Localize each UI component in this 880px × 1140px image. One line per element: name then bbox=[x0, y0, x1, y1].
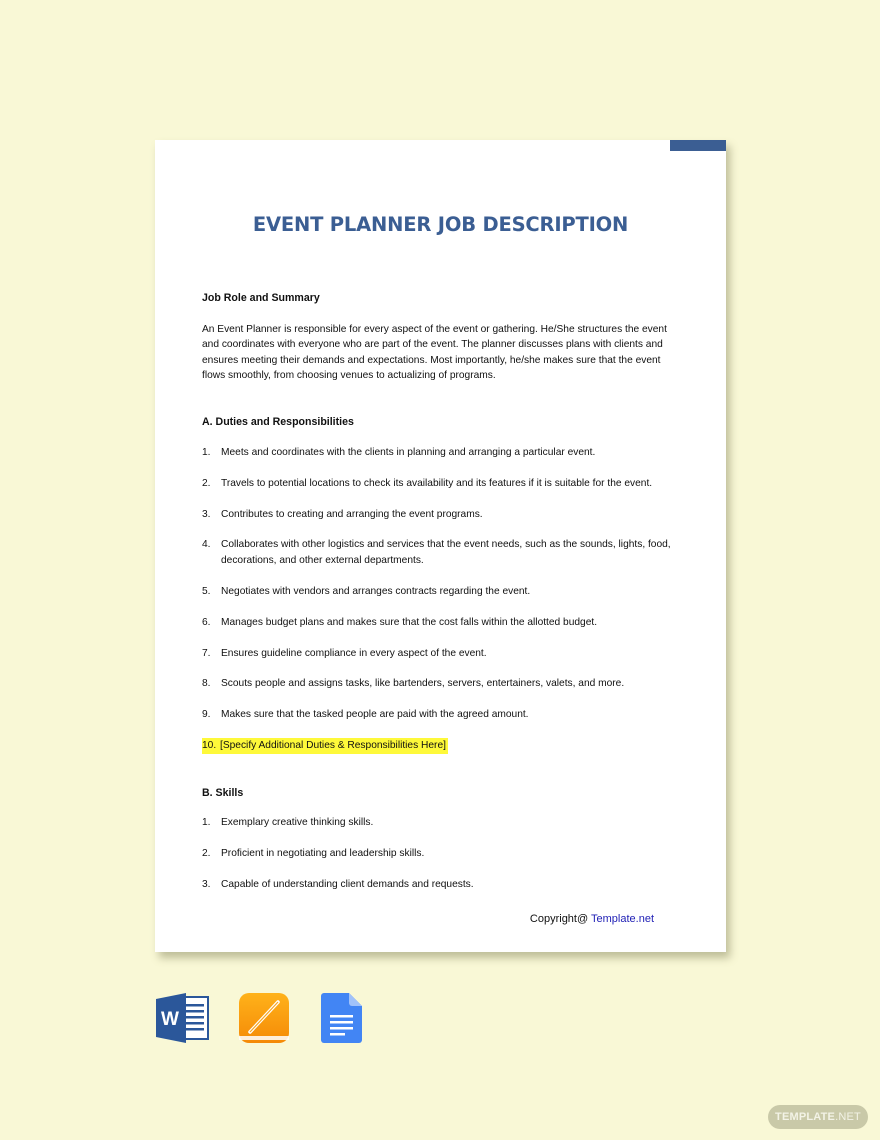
list-item bbox=[202, 846, 672, 861]
document-content bbox=[202, 291, 672, 892]
item-number: 2. bbox=[202, 477, 211, 489]
item-text: Scouts people and assigns tasks, like bartenders, servers, entertainers, valets, and more. bbox=[221, 678, 625, 690]
item-number: 2. bbox=[202, 848, 211, 860]
item-number: 1. bbox=[202, 446, 211, 458]
list-item bbox=[202, 445, 672, 460]
item-number: 3. bbox=[202, 508, 211, 520]
skills-list bbox=[202, 815, 672, 892]
item-number: 1. bbox=[202, 817, 211, 829]
format-icons bbox=[156, 993, 372, 1043]
svg-text:W: W bbox=[161, 1009, 179, 1030]
item-number: 6. bbox=[202, 616, 211, 628]
copyright-link[interactable]: Template.net bbox=[591, 913, 654, 925]
microsoft-word-icon[interactable] bbox=[156, 993, 208, 1043]
list-item bbox=[202, 507, 672, 522]
item-number: 7. bbox=[202, 647, 211, 659]
item-number: 10. bbox=[202, 740, 217, 752]
duties-heading: A. Duties and Responsibilities bbox=[202, 416, 354, 429]
item-text: Manages budget plans and makes sure that the cost falls within the allotted budget. bbox=[221, 616, 598, 628]
apple-pages-icon[interactable] bbox=[238, 993, 290, 1043]
highlighted-placeholder-item bbox=[202, 738, 672, 753]
list-item bbox=[202, 584, 672, 599]
list-item bbox=[202, 615, 672, 630]
item-text: Travels to potential locations to check its availability and its features if it is suitable for the event. bbox=[221, 477, 653, 489]
item-number: 8. bbox=[202, 678, 211, 690]
copyright-notice bbox=[530, 913, 654, 925]
item-text: Makes sure that the tasked people are paid with the agreed amount. bbox=[221, 709, 529, 721]
list-item bbox=[202, 676, 672, 691]
item-text: Contributes to creating and arranging the event programs. bbox=[221, 508, 483, 520]
summary-heading: Job Role and Summary bbox=[202, 292, 320, 304]
summary-paragraph: An Event Planner is responsible for every aspect of the event or gathering. He/She structures the event and coordinates with everyone who are part of the event. The planner discusses plans with clients and ensures meeting their demands and expectations. Most importantly, he/she makes sure that the event flows smoothly, from choosing venues to actualizing of programs. bbox=[202, 324, 667, 381]
list-item bbox=[202, 476, 672, 491]
duties-list bbox=[202, 445, 672, 754]
template-net-watermark bbox=[768, 1105, 868, 1129]
item-text: Capable of understanding client demands and requests. bbox=[221, 878, 474, 890]
highlight bbox=[202, 738, 448, 753]
copyright-prefix: Copyright@ bbox=[529, 913, 592, 925]
item-number: 3. bbox=[202, 878, 211, 890]
item-text: Collaborates with other logistics and services that the event needs, such as the sounds, lights, food, decorations, and other external departments. bbox=[221, 539, 671, 566]
list-item bbox=[202, 707, 672, 722]
item-number: 5. bbox=[202, 585, 211, 597]
list-item bbox=[202, 537, 672, 568]
item-text: Meets and coordinates with the clients in planning and arranging a particular event. bbox=[221, 446, 596, 458]
item-text: Proficient in negotiating and leadership skills. bbox=[221, 848, 425, 860]
item-number: 9. bbox=[202, 709, 211, 721]
watermark-light-text: .NET bbox=[835, 1111, 861, 1123]
document-title: EVENT PLANNER JOB DESCRIPTION bbox=[252, 213, 629, 236]
document-page bbox=[155, 140, 726, 952]
list-item bbox=[202, 646, 672, 661]
item-text: Negotiates with vendors and arranges contracts regarding the event. bbox=[221, 585, 531, 597]
watermark-bold-text: TEMPLATE bbox=[775, 1111, 836, 1123]
skills-heading: B. Skills bbox=[202, 786, 244, 799]
item-text: [Specify Additional Duties & Responsibilities Here] bbox=[220, 740, 446, 752]
google-docs-icon[interactable] bbox=[320, 993, 372, 1043]
list-item bbox=[202, 877, 672, 892]
item-text: Exemplary creative thinking skills. bbox=[221, 817, 374, 829]
item-number: 4. bbox=[202, 539, 211, 551]
corner-accent-bar bbox=[670, 140, 726, 151]
list-item bbox=[202, 815, 672, 830]
item-text: Ensures guideline compliance in every aspect of the event. bbox=[221, 647, 487, 659]
